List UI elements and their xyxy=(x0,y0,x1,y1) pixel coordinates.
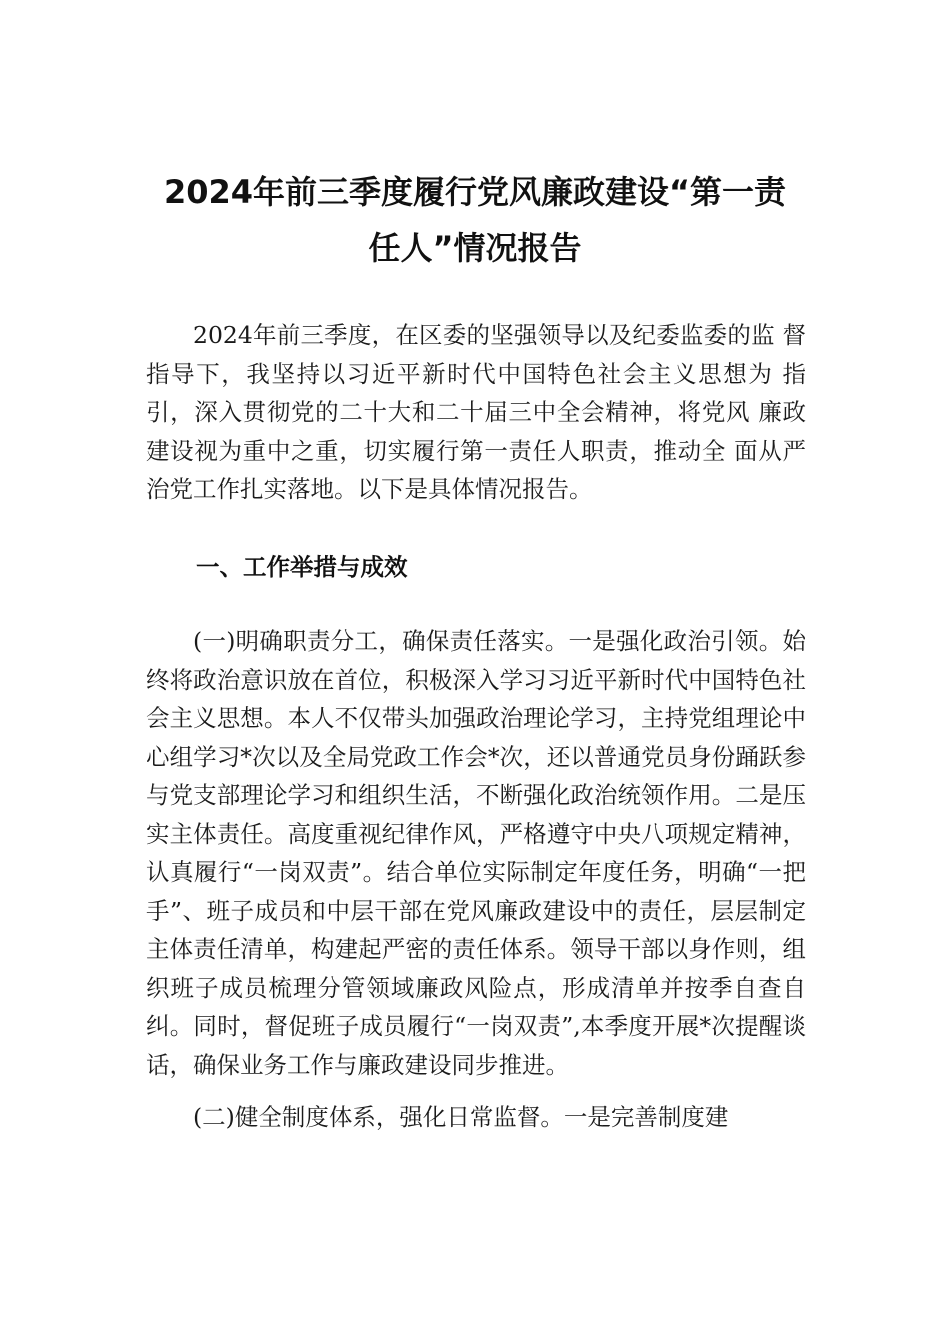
section-1-paragraph-2: (二)健全制度体系，强化日常监督。一是完善制度建 xyxy=(193,1103,729,1131)
document-title-line-2: 任人”情况报告 xyxy=(368,229,582,267)
section-1-paragraph-1: (一)明确职责分工，确保责任落实。一是强化政治引领。始终将政治意识放在首位，积极深入学习习近平新时代中国特色社会主义思想。本人不仅带头加强政治理论学习，主持党组理论中心组学习*次以及全局党政工作会*次，还以普通党员身份踊跃参与党支部理论学习和组织生活，不断强化政治统领作用。二是压实主体责任。高度重视纪律作风，严格遵守中央八项规定精神，认真履行“一岗双责”。结合单位实际制定年度任务，明确“一把手”、班子成员和中层干部在党风廉政建设中的责任，层层制定主体责任清单，构建起严密的责任体系。领导干部以身作则，组织班子成员梳理分管领域廉政风险点，形成清单并按季自查自纠。同时，督促班子成员履行“一岗双责”,本季度开展*次提醒谈话，确保业务工作与廉政建设同步推进。 xyxy=(146,627,806,1079)
section-heading-1: 一、工作举措与成效 xyxy=(196,553,408,581)
document-title-line-1: 2024年前三季度履行党风廉政建设“第一责 xyxy=(163,173,787,211)
intro-paragraph: 2024年前三季度，在区委的坚强领导以及纪委监委的监 督指导下，我坚持以习近平新时代中国特色社会主义思想为 指引，深入贯彻党的二十大和二十届三中全会精神，将党风 廉政建设视为重中之重，切实履行第一责任人职责，推动全 面从严治党工作扎实落地。以下是具体情况报告。 xyxy=(146,321,806,503)
